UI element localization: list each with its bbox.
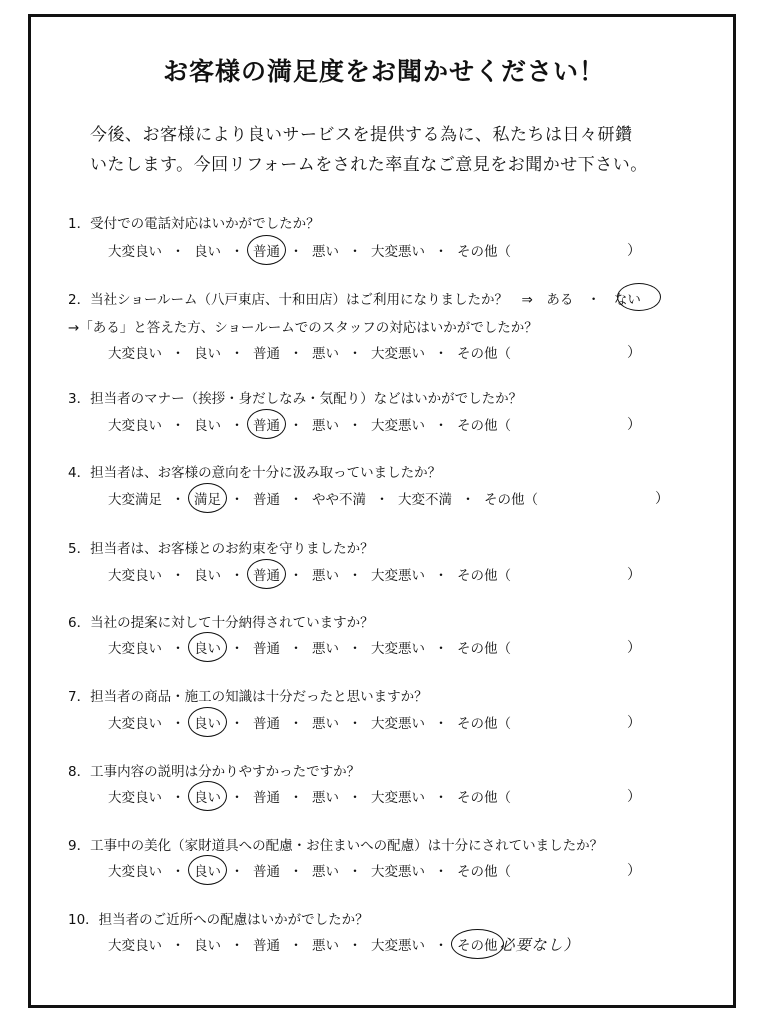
separator: ・	[348, 418, 362, 434]
separator: ・	[434, 938, 448, 954]
close-paren: ）	[627, 417, 641, 433]
option[interactable]: 大変良い	[108, 244, 162, 260]
option-selected[interactable]: 普通	[253, 564, 280, 584]
option[interactable]: 大変悪い	[371, 244, 425, 260]
option[interactable]: 普通	[253, 938, 280, 954]
separator: ・	[171, 346, 185, 362]
option[interactable]: 悪い	[312, 864, 339, 880]
separator: ・	[434, 716, 448, 732]
close-paren: ）	[627, 345, 641, 361]
separator: ・	[348, 938, 362, 954]
question-10: 10．担当者のご近所への配慮はいかがでしたか？	[68, 912, 369, 928]
answer-row-5	[108, 564, 511, 584]
option-selected[interactable]: 普通	[253, 240, 280, 260]
separator: ・	[348, 346, 362, 362]
close-paren: ）	[627, 640, 641, 656]
question-2-text: 2．当社ショールーム（八戸東店、十和田店）はご利用になりましたか？ ⇒ ある ・ ない	[68, 292, 641, 308]
option[interactable]: 良い	[194, 346, 221, 362]
separator: ・	[230, 418, 244, 434]
question-5: 5．担当者は、お客様とのお約束を守りましたか？	[68, 541, 374, 557]
option[interactable]: 大変良い	[108, 346, 162, 362]
separator: ・	[348, 568, 362, 584]
close-paren: ）	[655, 491, 669, 507]
option[interactable]: 大変良い	[108, 790, 162, 806]
page-title: お客様の満足度をお聞かせください！	[162, 57, 605, 86]
option[interactable]: やや不満	[312, 492, 366, 508]
separator: ・	[230, 716, 244, 732]
close-paren: ）	[627, 715, 641, 731]
intro-line: 今後、お客様により良いサービスを提供する為に、私たちは日々研鑽	[90, 125, 633, 145]
option-other[interactable]: その他（	[457, 864, 511, 880]
option-other[interactable]: その他（	[457, 244, 511, 260]
option[interactable]: 大変悪い	[371, 716, 425, 732]
answer-row-8	[108, 786, 511, 806]
option-selected[interactable]: 普通	[253, 414, 280, 434]
option-other[interactable]: その他（	[457, 418, 511, 434]
question-8: 8．工事内容の説明は分かりやすかったですか？	[68, 764, 361, 780]
intro-line: いたします。今回リフォームをされた率直なご意見をお聞かせ下さい。	[90, 155, 648, 175]
option[interactable]: 普通	[253, 716, 280, 732]
option-selected[interactable]: 良い	[194, 860, 221, 880]
separator: ・	[289, 641, 303, 657]
separator: ・	[348, 244, 362, 260]
question-7: 7．担当者の商品・施工の知識は十分だったと思いますか？	[68, 689, 428, 705]
option[interactable]: 悪い	[312, 346, 339, 362]
separator: ・	[230, 568, 244, 584]
answer-row-3	[108, 414, 511, 434]
separator: ・	[434, 346, 448, 362]
answer-row-7	[108, 712, 511, 732]
question-3: 3．担当者のマナー（挨拶・身だしなみ・気配り）などはいかがでしたか？	[68, 391, 523, 407]
separator: ・	[461, 492, 475, 508]
option[interactable]: 悪い	[312, 938, 339, 954]
option-selected[interactable]: 良い	[194, 637, 221, 657]
option[interactable]: 大変良い	[108, 938, 162, 954]
option[interactable]: 大変悪い	[371, 418, 425, 434]
option[interactable]: 悪い	[312, 568, 339, 584]
option[interactable]: 悪い	[312, 641, 339, 657]
option[interactable]: 悪い	[312, 418, 339, 434]
option-other[interactable]: その他（	[457, 790, 511, 806]
separator: ・	[171, 568, 185, 584]
close-paren: ）	[627, 567, 641, 583]
separator: ・	[434, 418, 448, 434]
handwritten-note: 必要なし）	[499, 936, 580, 954]
option[interactable]: 大変悪い	[371, 568, 425, 584]
separator: ・	[289, 244, 303, 260]
separator: ・	[171, 492, 185, 508]
answer-row-2	[108, 342, 511, 362]
option[interactable]: 悪い	[312, 790, 339, 806]
close-paren: ）	[627, 789, 641, 805]
question-2-sub: →「ある」と答えた方、ショールームでのスタッフの対応はいかがでしたか？	[68, 320, 538, 336]
separator: ・	[434, 864, 448, 880]
option-other-selected[interactable]: その他	[457, 934, 498, 954]
separator: ・	[348, 864, 362, 880]
separator: ・	[289, 790, 303, 806]
close-paren: ）	[627, 863, 641, 879]
option[interactable]: 大変悪い	[371, 641, 425, 657]
option[interactable]: 良い	[194, 244, 221, 260]
separator: ・	[171, 938, 185, 954]
separator: ・	[348, 641, 362, 657]
separator: ・	[289, 346, 303, 362]
option[interactable]: 悪い	[312, 244, 339, 260]
separator: ・	[230, 790, 244, 806]
option-selected[interactable]: 満足	[194, 488, 221, 508]
option[interactable]: 普通	[253, 492, 280, 508]
separator: ・	[230, 492, 244, 508]
question-2	[68, 288, 641, 308]
separator: ・	[289, 938, 303, 954]
option-other[interactable]: その他（	[457, 568, 511, 584]
option[interactable]: 大変悪い	[371, 938, 425, 954]
option[interactable]: 大変良い	[108, 864, 162, 880]
option[interactable]: 普通	[253, 641, 280, 657]
separator: ・	[230, 346, 244, 362]
option[interactable]: 大変不満	[398, 492, 452, 508]
option[interactable]: 大変良い	[108, 716, 162, 732]
option[interactable]: 大変良い	[108, 641, 162, 657]
option-other[interactable]: その他（	[457, 346, 511, 362]
separator: ・	[171, 864, 185, 880]
separator: ・	[171, 244, 185, 260]
separator: ・	[348, 716, 362, 732]
separator: ・	[434, 244, 448, 260]
answer-circle-nai	[617, 283, 661, 311]
option[interactable]: 大変悪い	[371, 346, 425, 362]
option[interactable]: 悪い	[312, 716, 339, 732]
option[interactable]: 大変良い	[108, 568, 162, 584]
separator: ・	[434, 568, 448, 584]
question-1: 1．受付での電話対応はいかがでしたか？	[68, 216, 320, 232]
separator: ・	[289, 492, 303, 508]
intro-text	[90, 120, 648, 180]
answer-row-1	[108, 240, 511, 260]
option[interactable]: 普通	[253, 864, 280, 880]
separator: ・	[348, 790, 362, 806]
question-6: 6．当社の提案に対して十分納得されていますか？	[68, 615, 374, 631]
option[interactable]: 良い	[194, 418, 221, 434]
separator: ・	[230, 864, 244, 880]
separator: ・	[171, 641, 185, 657]
separator: ・	[289, 716, 303, 732]
separator: ・	[230, 641, 244, 657]
question-4: 4．担当者は、お客様の意向を十分に汲み取っていましたか？	[68, 465, 442, 481]
answer-row-9	[108, 860, 511, 880]
option-other[interactable]: その他（	[484, 492, 538, 508]
separator: ・	[289, 864, 303, 880]
close-paren: ）	[627, 243, 641, 259]
option[interactable]: 大変満足	[108, 492, 162, 508]
separator: ・	[434, 790, 448, 806]
separator: ・	[434, 641, 448, 657]
separator: ・	[171, 418, 185, 434]
option-other[interactable]: その他（	[457, 716, 511, 732]
option[interactable]: 大変良い	[108, 418, 162, 434]
separator: ・	[289, 418, 303, 434]
separator: ・	[289, 568, 303, 584]
separator: ・	[171, 716, 185, 732]
option-selected[interactable]: 良い	[194, 712, 221, 732]
question-9: 9．工事中の美化（家財道具への配慮・お住まいへの配慮）は十分にされていましたか？	[68, 838, 604, 854]
option[interactable]: 大変悪い	[371, 790, 425, 806]
separator: ・	[171, 790, 185, 806]
separator: ・	[375, 492, 389, 508]
answer-row-6	[108, 637, 511, 657]
answer-row-10	[108, 934, 580, 955]
option[interactable]: 普通	[253, 790, 280, 806]
option[interactable]: 普通	[253, 346, 280, 362]
answer-row-4	[108, 488, 538, 508]
separator: ・	[230, 244, 244, 260]
option[interactable]: 良い	[194, 938, 221, 954]
separator: ・	[230, 938, 244, 954]
option-other[interactable]: その他（	[457, 641, 511, 657]
option[interactable]: 大変悪い	[371, 864, 425, 880]
option-selected[interactable]: 良い	[194, 786, 221, 806]
option[interactable]: 良い	[194, 568, 221, 584]
